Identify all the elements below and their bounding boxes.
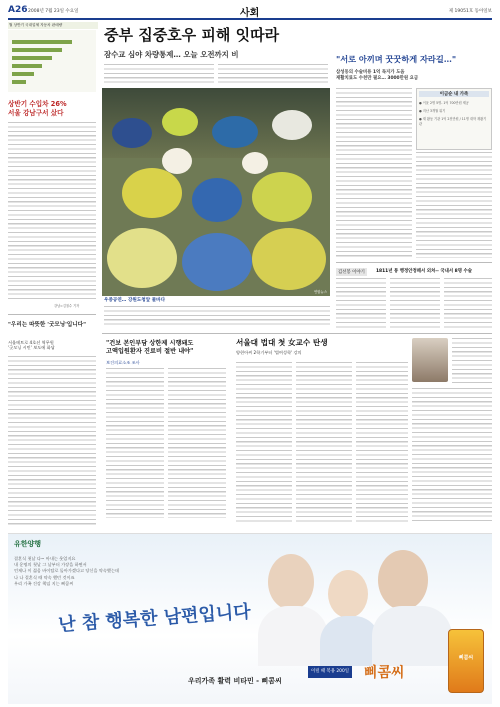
main-subhead: 잠수교 심야 차량통제… 오늘 오전까지 비 xyxy=(104,50,239,59)
ad-box: 이럴 때 복용 200일 xyxy=(308,666,352,678)
center-right-headline: 서울대 법대 첫 女교수 탄생 xyxy=(236,338,328,347)
page-header xyxy=(8,4,492,20)
product-bottle xyxy=(448,629,484,693)
left-headline-2: "우리는 따뜻한 '굿모닝'입니다" xyxy=(8,322,86,328)
left-subhead-2: 서울메트로 4호선 역무원 '굿모닝 시민' 보도에 화답 xyxy=(8,340,55,351)
portrait-photo xyxy=(412,338,448,382)
section-title: 사회 xyxy=(240,8,260,19)
ad-slogan: 난 참 행복한 남편입니다 xyxy=(57,601,252,636)
ad-brand: 유한양행 xyxy=(14,540,42,548)
center-right-subhead: 양현아씨 2학기부터 '법여성학' 강의 xyxy=(236,350,302,355)
chart-bar xyxy=(12,48,62,52)
main-headline: 중부 집중호우 피해 잇따라 xyxy=(104,26,280,44)
ad-copy-line: 결혼식 첫날 다~ 아내는 웃었지요 xyxy=(14,556,76,561)
left-headline: 상반기 수입차 26% 서울 강남구서 샀다 xyxy=(8,100,67,117)
chart-bar xyxy=(12,64,42,68)
ad-copy-line: 내 운명의 첫날 그 날부터 가장을 하면서 xyxy=(14,562,87,568)
sidebar-item: ● 이윤 2명 5명- 1억 700만원 제공 xyxy=(419,101,469,105)
ad-copy-line: 나 나 결혼식 때 약속 했던 것이죠 xyxy=(14,574,75,580)
ad-tagline: 우리가족 활력 비타민 - 삐콤씨 xyxy=(188,677,282,685)
sidebar-title: 이금순 내 가족 xyxy=(419,91,489,97)
photo-caption-title: 우중공연… 강원도청앞 물바다 xyxy=(104,298,166,303)
mid-right-label: 김선봉 이야기 xyxy=(338,270,365,275)
advertisement xyxy=(8,533,492,704)
page-number: A26 xyxy=(8,5,28,15)
sales-chart xyxy=(8,30,96,92)
product-label: 삐콤씨 xyxy=(458,655,474,661)
ad-copy-line: 언제나 이 젊음 바이탈로 돌아가겠다고 당신을 약속했는데 xyxy=(14,568,120,574)
issue-date: 2008년 7월 23일 수요일 xyxy=(28,9,79,14)
sidebar-item: ● 지난 3개월 위기 xyxy=(419,109,446,113)
flood-photo xyxy=(102,88,330,296)
family-photo xyxy=(248,540,458,660)
mid-right-headline: 1811년 통 행정안정해서 외쳐-- 국내서 8명 수술 xyxy=(376,269,472,274)
issue-number: 제 19051호 동아일보 xyxy=(448,9,492,14)
photo-credit: 연합뉴스 xyxy=(313,290,327,294)
ad-product-name: 삐콤씨 xyxy=(364,665,405,681)
ad-copy xyxy=(14,556,214,587)
family-sidebar xyxy=(416,88,492,150)
right-subhead: 삼성동의 수술비용 1억 독지가 도움 재활치료도 수천만 필요… 3000만원 요금 xyxy=(336,70,419,81)
right-story-box xyxy=(336,22,492,260)
chart-bar xyxy=(12,80,26,84)
chart-bar xyxy=(12,40,72,44)
chart-bar xyxy=(12,72,34,76)
left-column xyxy=(8,22,96,528)
left-byline: 강남=김철수 기자 xyxy=(54,304,80,308)
sidebar-item: ● 재 활동 기관 1억 2천만원 / 11명 대학 재활기관 xyxy=(419,117,487,126)
chart-bar xyxy=(12,56,52,60)
ad-copy-line: 우리 가족 건강 책임 지는 삐콤씨 xyxy=(14,580,74,586)
chart-caption: 월 상반기 국내업체 자동차 판매량 xyxy=(8,22,98,29)
right-headline: "서로 아끼며 꿋꿋하게 자라길…" xyxy=(336,54,457,64)
center-byline: 보건의료소조 조사 xyxy=(106,360,140,365)
center-headline: "건보 본인부담 상한제 시행돼도 고액입원환자 진료비 절반 내야" xyxy=(106,340,194,355)
